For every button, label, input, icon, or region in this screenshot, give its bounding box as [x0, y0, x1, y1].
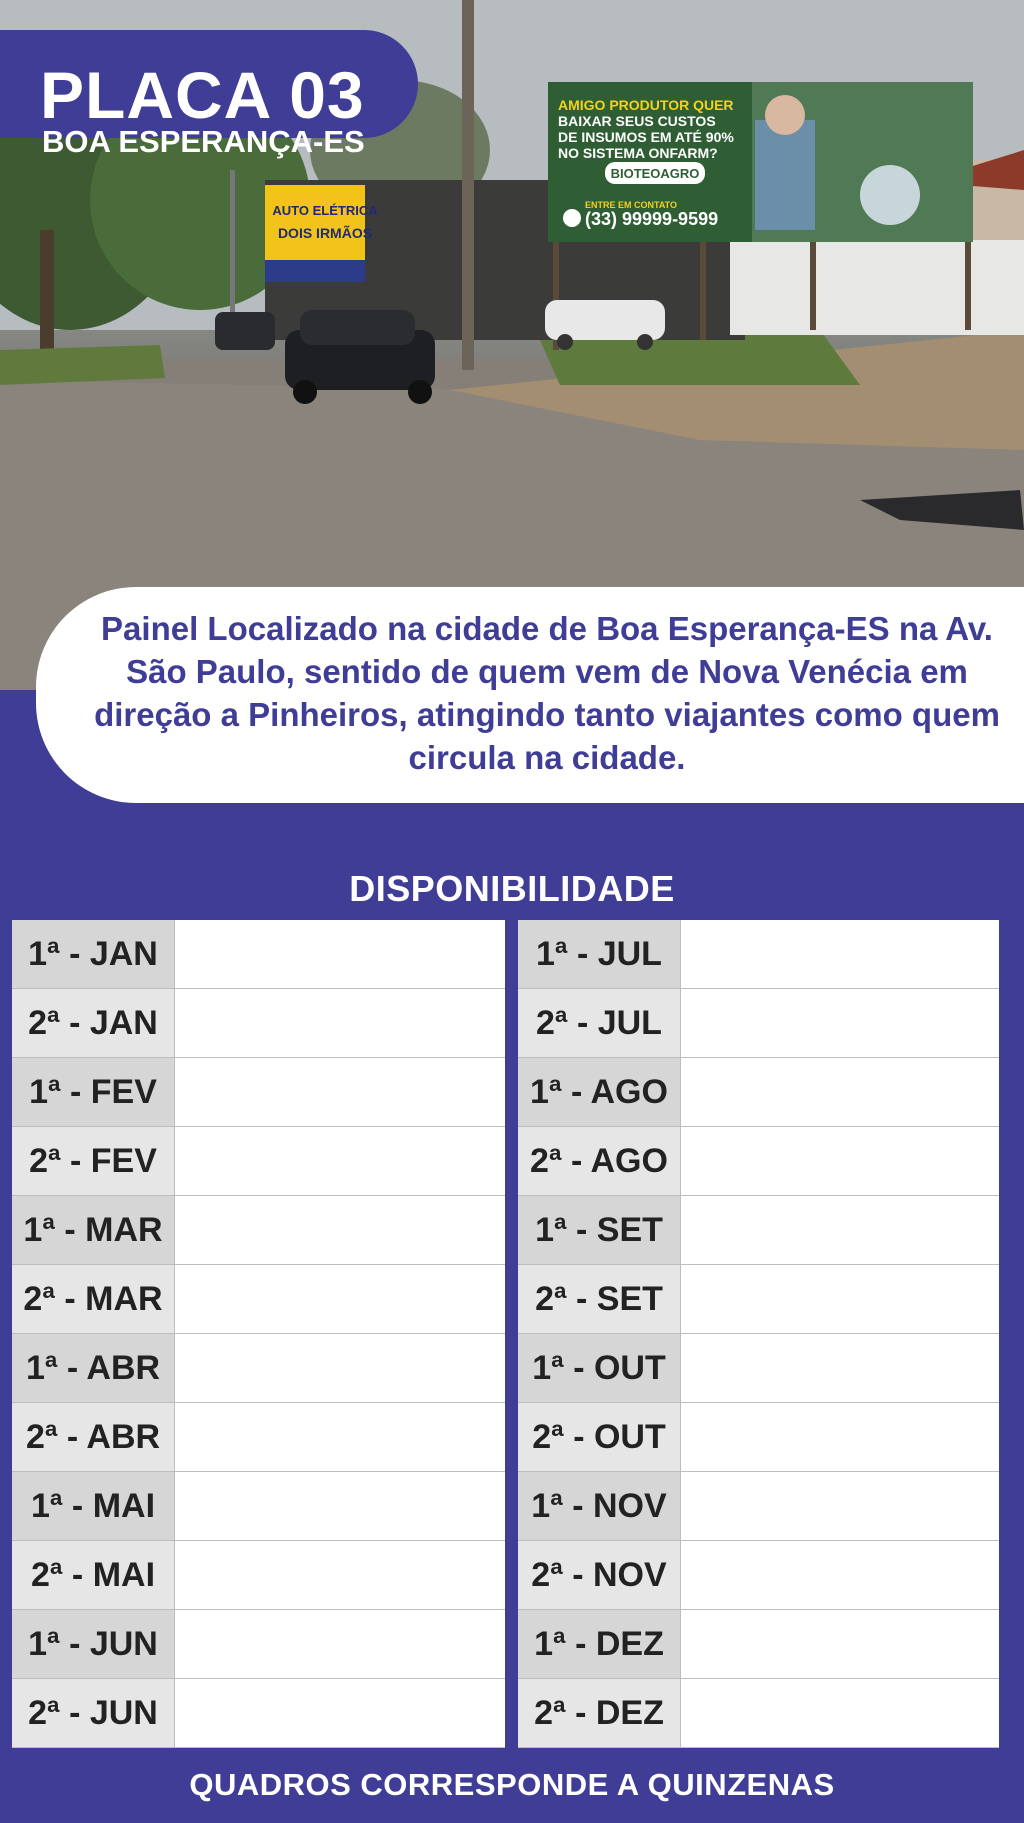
- period-status: [681, 1058, 999, 1126]
- period-label: 1ª - DEZ: [518, 1610, 681, 1678]
- period-label: 2ª - SET: [518, 1265, 681, 1333]
- period-label: 2ª - ABR: [12, 1403, 175, 1471]
- description-box: [36, 587, 1024, 803]
- table-row: [518, 1058, 999, 1127]
- period-label: 2ª - AGO: [518, 1127, 681, 1195]
- table-row: [518, 1127, 999, 1196]
- table-row: [518, 1541, 999, 1610]
- period-label: 1ª - JUL: [518, 920, 681, 988]
- period-label: 1ª - MAI: [12, 1472, 175, 1540]
- table-row: [518, 989, 999, 1058]
- period-status: [681, 1541, 999, 1609]
- billboard-line1: AMIGO PRODUTOR QUER: [558, 97, 734, 113]
- period-status: [681, 1472, 999, 1540]
- period-status: [175, 989, 505, 1057]
- period-label: 1ª - AGO: [518, 1058, 681, 1126]
- period-label: 2ª - JUN: [12, 1679, 175, 1747]
- table-row: [12, 989, 505, 1058]
- table-row: [12, 1679, 505, 1748]
- table-row: [12, 1334, 505, 1403]
- table-row: [518, 1196, 999, 1265]
- period-label: 1ª - NOV: [518, 1472, 681, 1540]
- period-status: [175, 1127, 505, 1195]
- period-label: 2ª - MAI: [12, 1541, 175, 1609]
- table-row: [518, 1334, 999, 1403]
- period-status: [681, 1610, 999, 1678]
- shop-sign-line1: AUTO ELÉTRICA: [272, 203, 378, 218]
- period-label: 2ª - MAR: [12, 1265, 175, 1333]
- billboard-line2: BAIXAR SEUS CUSTOS: [558, 113, 716, 129]
- period-status: [175, 1265, 505, 1333]
- period-status: [175, 1610, 505, 1678]
- table-row: [518, 1610, 999, 1679]
- table-row: [518, 1679, 999, 1748]
- period-label: 1ª - FEV: [12, 1058, 175, 1126]
- shop-sign-line2: DOIS IRMÃOS: [277, 225, 373, 241]
- period-status: [175, 1058, 505, 1126]
- billboard-brand: BIOTEOAGRO: [610, 166, 700, 181]
- table-row: [12, 1265, 505, 1334]
- availability-table-right: [518, 920, 999, 1748]
- period-status: [175, 1196, 505, 1264]
- page-subtitle: BOA ESPERANÇA-ES: [42, 124, 365, 159]
- table-row: [12, 1610, 505, 1679]
- period-status: [175, 1403, 505, 1471]
- period-status: [681, 1265, 999, 1333]
- table-row: [12, 1058, 505, 1127]
- period-status: [681, 1334, 999, 1402]
- period-status: [681, 920, 999, 988]
- table-row: [518, 920, 999, 989]
- period-label: 1ª - SET: [518, 1196, 681, 1264]
- period-label: 2ª - OUT: [518, 1403, 681, 1471]
- billboard-phone: (33) 99999-9599: [585, 209, 719, 229]
- table-row: [12, 1127, 505, 1196]
- period-label: 2ª - FEV: [12, 1127, 175, 1195]
- billboard-line3: DE INSUMOS EM ATÉ 90%: [558, 129, 734, 145]
- description-text: Painel Localizado na cidade de Boa Esperança-ES na Av. São Paulo, sentido de quem vem de Nova Venécia em direção a Pinheiros, atingindo tanto viajantes como quem circula na cidade.: [94, 610, 1000, 776]
- period-status: [681, 1403, 999, 1471]
- period-label: 1ª - JUN: [12, 1610, 175, 1678]
- table-row: [12, 1472, 505, 1541]
- table-row: [518, 1403, 999, 1472]
- period-label: 1ª - OUT: [518, 1334, 681, 1402]
- period-label: 2ª - JUL: [518, 989, 681, 1057]
- page-title: PLACA 03: [40, 58, 365, 132]
- table-row: [518, 1472, 999, 1541]
- billboard-contact-label: ENTRE EM CONTATO: [585, 200, 677, 210]
- availability-table-left: [12, 920, 505, 1748]
- period-label: 2ª - DEZ: [518, 1679, 681, 1747]
- period-status: [175, 1679, 505, 1747]
- period-status: [175, 920, 505, 988]
- footer-note: QUADROS CORRESPONDE A QUINZENAS: [189, 1767, 835, 1802]
- period-status: [681, 1679, 999, 1747]
- table-row: [12, 920, 505, 989]
- period-label: 1ª - ABR: [12, 1334, 175, 1402]
- period-status: [175, 1334, 505, 1402]
- table-row: [12, 1196, 505, 1265]
- period-label: 1ª - MAR: [12, 1196, 175, 1264]
- table-row: [12, 1403, 505, 1472]
- title-badge: [0, 30, 418, 159]
- period-status: [681, 1127, 999, 1195]
- table-row: [12, 1541, 505, 1610]
- period-status: [681, 989, 999, 1057]
- period-status: [175, 1541, 505, 1609]
- table-row: [518, 1265, 999, 1334]
- period-label: 2ª - JAN: [12, 989, 175, 1057]
- availability-title: DISPONIBILIDADE: [349, 868, 675, 909]
- period-status: [681, 1196, 999, 1264]
- period-label: 1ª - JAN: [12, 920, 175, 988]
- period-status: [175, 1472, 505, 1540]
- billboard-line4: NO SISTEMA ONFARM?: [558, 145, 718, 161]
- period-label: 2ª - NOV: [518, 1541, 681, 1609]
